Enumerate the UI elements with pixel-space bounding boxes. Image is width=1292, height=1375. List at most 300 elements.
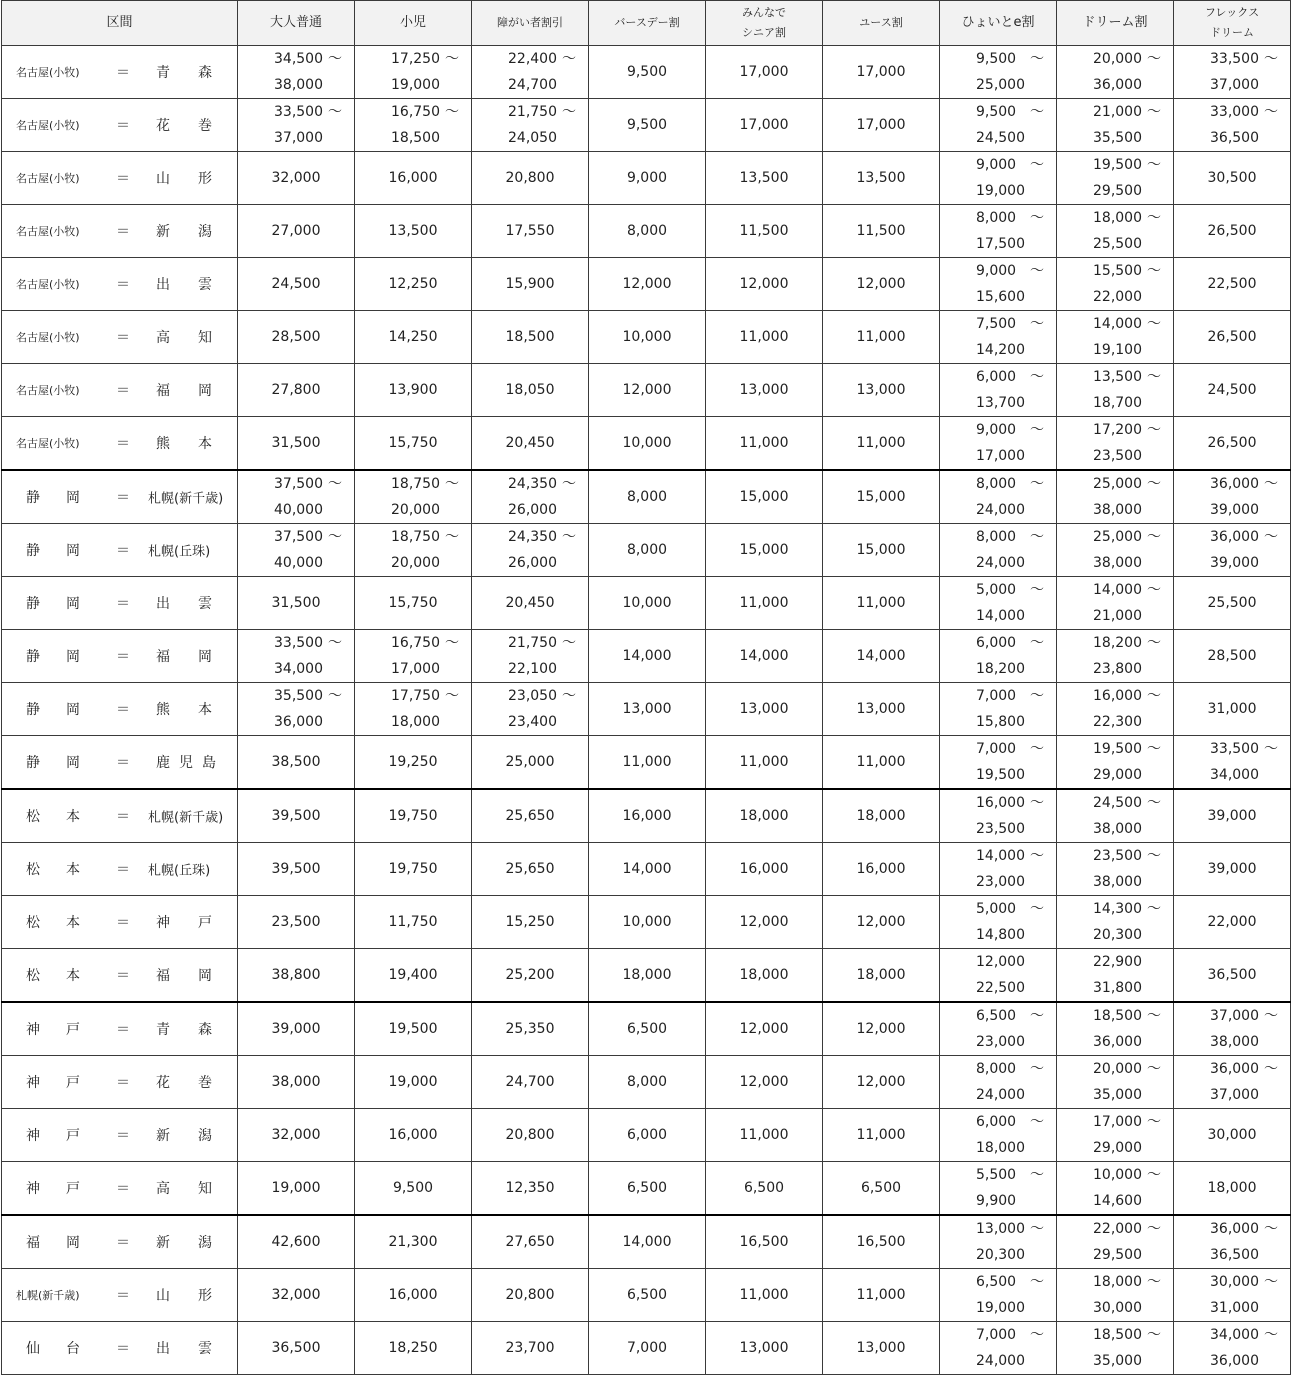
fare-cell: 15,000 [706,524,823,577]
fare-cell: 11,000 [823,736,940,790]
route-origin: 名古屋(小牧) [16,225,80,238]
route-origin: 松本 [26,968,106,984]
fare-cell: 15,750 [355,417,472,471]
fare-cell: 38,800 [238,949,355,1003]
fare-cell: 13,000 [706,364,823,417]
route-destination: 山形 [156,1288,240,1304]
table-row [2,258,1291,311]
fare-cell: 33,500 ～ 34,000 [238,630,355,683]
fare-cell: 26,500 [1174,205,1291,258]
fare-cell: 13,500 [823,152,940,205]
fare-cell: 6,000 [589,1109,706,1162]
fare-cell: 8,000 [589,1056,706,1109]
fare-cell: 10,000 [589,311,706,364]
fare-cell: 24,350 ～ 26,000 [472,524,589,577]
fare-cell: 25,350 [472,1002,589,1056]
fare-cell: 11,000 [823,577,940,630]
fare-cell: 18,000 ～ 25,500 [1057,205,1174,258]
route-separator: ＝ [116,702,130,718]
fare-cell: 7,000 ～ 24,000 [940,1322,1057,1375]
route-destination: 高知 [156,1181,240,1197]
fare-cell: 13,000 [823,683,940,736]
fare-cell: 12,250 [355,258,472,311]
route-origin: 神戸 [26,1022,106,1038]
fare-cell: 13,500 [355,205,472,258]
route-destination: 札幌(新千歳) [148,810,224,826]
fare-cell: 11,750 [355,896,472,949]
fare-cell: 42,600 [238,1215,355,1269]
fare-cell: 30,500 [1174,152,1291,205]
fare-cell: 25,000 ～ 38,000 [1057,524,1174,577]
fare-cell: 24,700 [472,1056,589,1109]
fare-cell: 16,000 [355,1269,472,1322]
fare-cell: 37,500 ～ 40,000 [238,524,355,577]
route-cell [2,1215,238,1269]
fare-cell: 39,500 [238,789,355,843]
fare-cell: 19,500 ～ 29,500 [1057,152,1174,205]
fare-cell: 39,500 [238,843,355,896]
fare-cell: 14,000 [589,630,706,683]
fare-cell: 18,000 [823,789,940,843]
table-row [2,1002,1291,1056]
fare-cell: 6,000 ～ 18,000 [940,1109,1057,1162]
route-cell [2,46,238,99]
fare-cell: 11,000 [706,417,823,471]
fare-cell: 11,000 [823,417,940,471]
fare-cell: 18,000 ～ 30,000 [1057,1269,1174,1322]
fare-cell: 17,550 [472,205,589,258]
route-origin: 静岡 [26,702,106,718]
fare-cell: 11,000 [706,736,823,790]
route-destination: 新潟 [156,1128,240,1144]
fare-cell: 35,500 ～ 36,000 [238,683,355,736]
fare-cell: 9,500 ～ 24,500 [940,99,1057,152]
fare-cell: 17,250 ～ 19,000 [355,46,472,99]
fare-cell: 21,750 ～ 24,050 [472,99,589,152]
route-origin: 静岡 [26,755,106,771]
route-separator: ＝ [116,543,130,559]
route-separator: ＝ [116,1235,130,1251]
route-destination: 新潟 [156,224,240,240]
route-cell [2,1056,238,1109]
fare-cell: 19,750 [355,843,472,896]
route-origin: 名古屋(小牧) [16,437,80,450]
fare-cell: 10,000 ～ 14,600 [1057,1162,1174,1216]
fare-cell: 12,000 [589,258,706,311]
fare-cell: 8,000 ～ 24,000 [940,524,1057,577]
route-separator: ＝ [116,1128,130,1144]
route-destination: 札幌(丘珠) [148,863,211,879]
fare-cell: 7,000 ～ 19,500 [940,736,1057,790]
column-header: バースデー割 [589,1,706,46]
fare-cell: 27,650 [472,1215,589,1269]
route-cell [2,736,238,790]
route-cell [2,1002,238,1056]
fare-cell: 24,350 ～ 26,000 [472,470,589,524]
fare-cell: 31,500 [238,577,355,630]
fare-cell: 11,000 [706,1109,823,1162]
table-row [2,789,1291,843]
route-origin: 松本 [26,915,106,931]
fare-cell: 13,000 [823,1322,940,1375]
fare-cell: 25,500 [1174,577,1291,630]
fare-cell: 17,000 ～ 29,000 [1057,1109,1174,1162]
fare-cell: 25,650 [472,843,589,896]
fare-cell: 25,000 [472,736,589,790]
fare-cell: 17,000 [706,99,823,152]
fare-cell: 36,000 ～ 39,000 [1174,470,1291,524]
fare-cell: 22,400 ～ 24,700 [472,46,589,99]
fare-cell: 12,000 [823,258,940,311]
fare-cell: 38,000 [238,1056,355,1109]
fare-cell: 24,500 ～ 38,000 [1057,789,1174,843]
route-cell [2,99,238,152]
fare-cell: 19,000 [238,1162,355,1216]
fare-cell: 12,000 [706,1002,823,1056]
fare-cell: 15,750 [355,577,472,630]
fare-cell: 39,000 [238,1002,355,1056]
fare-cell: 16,750 ～ 18,500 [355,99,472,152]
fare-cell: 9,500 ～ 25,000 [940,46,1057,99]
fare-cell: 18,500 ～ 36,000 [1057,1002,1174,1056]
fare-cell: 18,000 [706,789,823,843]
fare-cell: 38,500 [238,736,355,790]
fare-cell: 13,500 ～ 18,700 [1057,364,1174,417]
table-row [2,843,1291,896]
fare-cell: 11,500 [823,205,940,258]
fare-cell: 12,000 [706,1056,823,1109]
fare-cell: 9,500 [589,99,706,152]
route-separator: ＝ [116,915,130,931]
fare-cell: 23,050 ～ 23,400 [472,683,589,736]
route-cell [2,258,238,311]
table-row [2,1162,1291,1216]
table-row [2,470,1291,524]
fare-cell: 18,000 [823,949,940,1003]
route-origin: 静岡 [26,596,106,612]
route-separator: ＝ [116,1075,130,1091]
column-header: 障がい者割引 [472,1,589,46]
fare-cell: 16,500 [706,1215,823,1269]
fare-cell: 8,000 [589,470,706,524]
fare-cell: 6,500 [589,1002,706,1056]
fare-cell: 18,500 [472,311,589,364]
fare-cell: 31,500 [238,417,355,471]
fare-cell: 19,500 [355,1002,472,1056]
fare-cell: 15,900 [472,258,589,311]
fare-cell: 16,000 [823,843,940,896]
fare-cell: 5,500 ～ 9,900 [940,1162,1057,1216]
fare-cell: 11,000 [706,577,823,630]
fare-cell: 17,750 ～ 18,000 [355,683,472,736]
fare-cell: 36,000 ～ 39,000 [1174,524,1291,577]
route-separator: ＝ [116,490,130,506]
route-origin: 名古屋(小牧) [16,66,80,79]
route-origin: 札幌(新千歳) [16,1289,80,1302]
fare-cell: 9,500 [589,46,706,99]
fare-cell: 15,500 ～ 22,000 [1057,258,1174,311]
fare-cell: 9,000 [589,152,706,205]
fare-cell: 18,000 [1174,1162,1291,1216]
fare-cell: 37,500 ～ 40,000 [238,470,355,524]
route-destination: 花巻 [156,1075,240,1091]
fare-cell: 33,500 ～ 34,000 [1174,736,1291,790]
route-destination: 熊本 [156,702,240,718]
fare-cell: 6,500 [589,1269,706,1322]
fare-cell: 13,000 [706,683,823,736]
fare-cell: 5,000 ～ 14,800 [940,896,1057,949]
fare-cell: 10,000 [589,417,706,471]
fare-cell: 11,000 [823,1269,940,1322]
fare-cell: 19,500 ～ 29,000 [1057,736,1174,790]
route-destination: 出雲 [156,277,240,293]
route-origin: 静岡 [26,543,106,559]
route-cell [2,152,238,205]
route-destination: 新潟 [156,1235,240,1251]
fare-cell: 8,000 [589,205,706,258]
route-cell [2,843,238,896]
fare-cell: 13,000 [823,364,940,417]
fare-cell: 12,000 [823,896,940,949]
fare-cell: 26,500 [1174,311,1291,364]
route-cell [2,205,238,258]
table-row [2,1056,1291,1109]
route-origin: 福岡 [26,1235,106,1251]
route-separator: ＝ [116,383,130,399]
table-row [2,524,1291,577]
route-separator: ＝ [116,755,130,771]
fare-cell: 6,500 ～ 19,000 [940,1269,1057,1322]
fare-cell: 19,750 [355,789,472,843]
fare-cell: 11,500 [706,205,823,258]
table-row [2,152,1291,205]
route-cell [2,311,238,364]
table-row [2,683,1291,736]
route-cell [2,949,238,1003]
fare-cell: 36,000 ～ 37,000 [1174,1056,1291,1109]
route-separator: ＝ [116,968,130,984]
route-origin: 名古屋(小牧) [16,172,80,185]
table-row [2,417,1291,471]
route-origin: 静岡 [26,649,106,665]
fare-cell: 27,000 [238,205,355,258]
fare-cell: 21,300 [355,1215,472,1269]
fare-cell: 34,500 ～ 38,000 [238,46,355,99]
fare-cell: 15,000 [823,524,940,577]
route-destination: 高知 [156,330,240,346]
route-origin: 神戸 [26,1075,106,1091]
route-cell [2,1162,238,1216]
fare-cell: 14,000 ～ 21,000 [1057,577,1174,630]
fare-cell: 6,000 ～ 18,200 [940,630,1057,683]
fare-cell: 12,000 [589,364,706,417]
route-cell [2,1269,238,1322]
fare-cell: 13,500 [706,152,823,205]
fare-cell: 18,750 ～ 20,000 [355,470,472,524]
route-separator: ＝ [116,436,130,452]
route-origin: 松本 [26,862,106,878]
route-separator: ＝ [116,1341,130,1357]
fare-cell: 33,500 ～ 37,000 [238,99,355,152]
fare-cell: 20,000 ～ 35,000 [1057,1056,1174,1109]
fare-cell: 36,500 [1174,949,1291,1003]
fare-cell: 18,500 ～ 35,000 [1057,1322,1174,1375]
fare-cell: 24,500 [238,258,355,311]
fare-cell: 33,000 ～ 36,500 [1174,99,1291,152]
column-header: ひょいとe割 [940,1,1057,46]
fare-cell: 37,000 ～ 38,000 [1174,1002,1291,1056]
fare-cell: 7,000 [589,1322,706,1375]
fare-cell: 18,050 [472,364,589,417]
column-header: 大人普通 [238,1,355,46]
fare-cell: 13,000 ～ 20,300 [940,1215,1057,1269]
fare-cell: 27,800 [238,364,355,417]
fare-cell: 15,250 [472,896,589,949]
fare-cell: 20,800 [472,1109,589,1162]
fare-cell: 6,500 [589,1162,706,1216]
route-separator: ＝ [116,65,130,81]
fare-cell: 14,000 [589,1215,706,1269]
column-header: ユース割 [823,1,940,46]
fare-cell: 14,300 ～ 20,300 [1057,896,1174,949]
fare-cell: 31,000 [1174,683,1291,736]
route-destination: 青森 [156,65,240,81]
fare-cell: 22,000 ～ 29,500 [1057,1215,1174,1269]
fare-cell: 16,500 [823,1215,940,1269]
route-destination: 神戸 [156,915,240,931]
fare-cell: 16,000 [355,1109,472,1162]
fare-cell: 11,000 [706,311,823,364]
fare-cell: 8,000 ～ 24,000 [940,1056,1057,1109]
table-row [2,364,1291,417]
fare-cell: 33,500 ～ 37,000 [1174,46,1291,99]
table-row [2,1109,1291,1162]
fare-cell: 6,500 ～ 23,000 [940,1002,1057,1056]
fare-cell: 6,500 [706,1162,823,1216]
fare-cell: 14,000 [589,843,706,896]
fare-cell: 14,250 [355,311,472,364]
fare-cell: 18,250 [355,1322,472,1375]
route-cell [2,470,238,524]
table-row [2,46,1291,99]
route-separator: ＝ [116,862,130,878]
fare-cell: 16,000 [589,789,706,843]
route-destination: 札幌(新千歳) [148,491,224,507]
fare-cell: 25,650 [472,789,589,843]
fare-cell: 7,500 ～ 14,200 [940,311,1057,364]
column-header: 小児 [355,1,472,46]
table-row [2,1215,1291,1269]
fare-cell: 23,500 [238,896,355,949]
fare-cell: 22,500 [1174,258,1291,311]
route-origin: 神戸 [26,1128,106,1144]
fare-cell: 22,900 31,800 [1057,949,1174,1003]
route-origin: 松本 [26,809,106,825]
column-header: フレックス ドリーム [1174,1,1291,46]
route-origin: 名古屋(小牧) [16,278,80,291]
fare-table [1,0,1291,1375]
route-cell [2,1322,238,1375]
fare-cell: 16,000 [706,843,823,896]
column-header: 区間 [2,1,238,46]
route-cell [2,417,238,471]
route-separator: ＝ [116,1181,130,1197]
fare-cell: 11,000 [823,1109,940,1162]
fare-cell: 16,000 ～ 23,500 [940,789,1057,843]
fare-cell: 20,000 ～ 36,000 [1057,46,1174,99]
table-row [2,736,1291,790]
fare-cell: 23,700 [472,1322,589,1375]
fare-cell: 22,000 [1174,896,1291,949]
route-destination: 札幌(丘珠) [148,544,211,560]
route-origin: 名古屋(小牧) [16,119,80,132]
fare-cell: 6,500 [823,1162,940,1216]
fare-cell: 13,000 [706,1322,823,1375]
route-destination: 出雲 [156,1341,240,1357]
fare-cell: 14,000 [706,630,823,683]
fare-cell: 20,800 [472,1269,589,1322]
fare-cell: 32,000 [238,1269,355,1322]
fare-cell: 30,000 ～ 31,000 [1174,1269,1291,1322]
fare-cell: 17,200 ～ 23,500 [1057,417,1174,471]
route-destination: 花巻 [156,118,240,134]
route-cell [2,896,238,949]
route-destination: 出雲 [156,596,240,612]
route-cell [2,630,238,683]
fare-cell: 17,000 [706,46,823,99]
route-separator: ＝ [116,809,130,825]
fare-cell: 16,000 [355,152,472,205]
fare-cell: 10,000 [589,896,706,949]
table-row [2,896,1291,949]
table-row [2,311,1291,364]
fare-cell: 11,000 [706,1269,823,1322]
fare-cell: 13,000 [589,683,706,736]
fare-cell: 17,000 [823,46,940,99]
route-cell [2,524,238,577]
route-origin: 仙台 [26,1341,106,1357]
fare-cell: 13,900 [355,364,472,417]
fare-cell: 30,000 [1174,1109,1291,1162]
route-separator: ＝ [116,224,130,240]
route-origin: 名古屋(小牧) [16,331,80,344]
fare-cell: 18,200 ～ 23,800 [1057,630,1174,683]
fare-cell: 5,000 ～ 14,000 [940,577,1057,630]
fare-cell: 26,500 [1174,417,1291,471]
route-origin: 名古屋(小牧) [16,384,80,397]
fare-cell: 16,000 ～ 22,300 [1057,683,1174,736]
fare-cell: 12,350 [472,1162,589,1216]
fare-cell: 10,000 [589,577,706,630]
fare-cell: 16,750 ～ 17,000 [355,630,472,683]
fare-cell: 20,800 [472,152,589,205]
route-separator: ＝ [116,277,130,293]
fare-cell: 39,000 [1174,843,1291,896]
table-row [2,1322,1291,1375]
fare-cell: 32,000 [238,1109,355,1162]
table-row [2,99,1291,152]
route-origin: 神戸 [26,1181,106,1197]
fare-cell: 12,000 [706,258,823,311]
route-destination: 熊本 [156,436,240,452]
header-row [2,1,1291,46]
fare-cell: 36,000 ～ 36,500 [1174,1215,1291,1269]
route-origin: 静岡 [26,490,106,506]
fare-cell: 21,000 ～ 35,500 [1057,99,1174,152]
route-cell [2,364,238,417]
route-separator: ＝ [116,649,130,665]
fare-cell: 39,000 [1174,789,1291,843]
